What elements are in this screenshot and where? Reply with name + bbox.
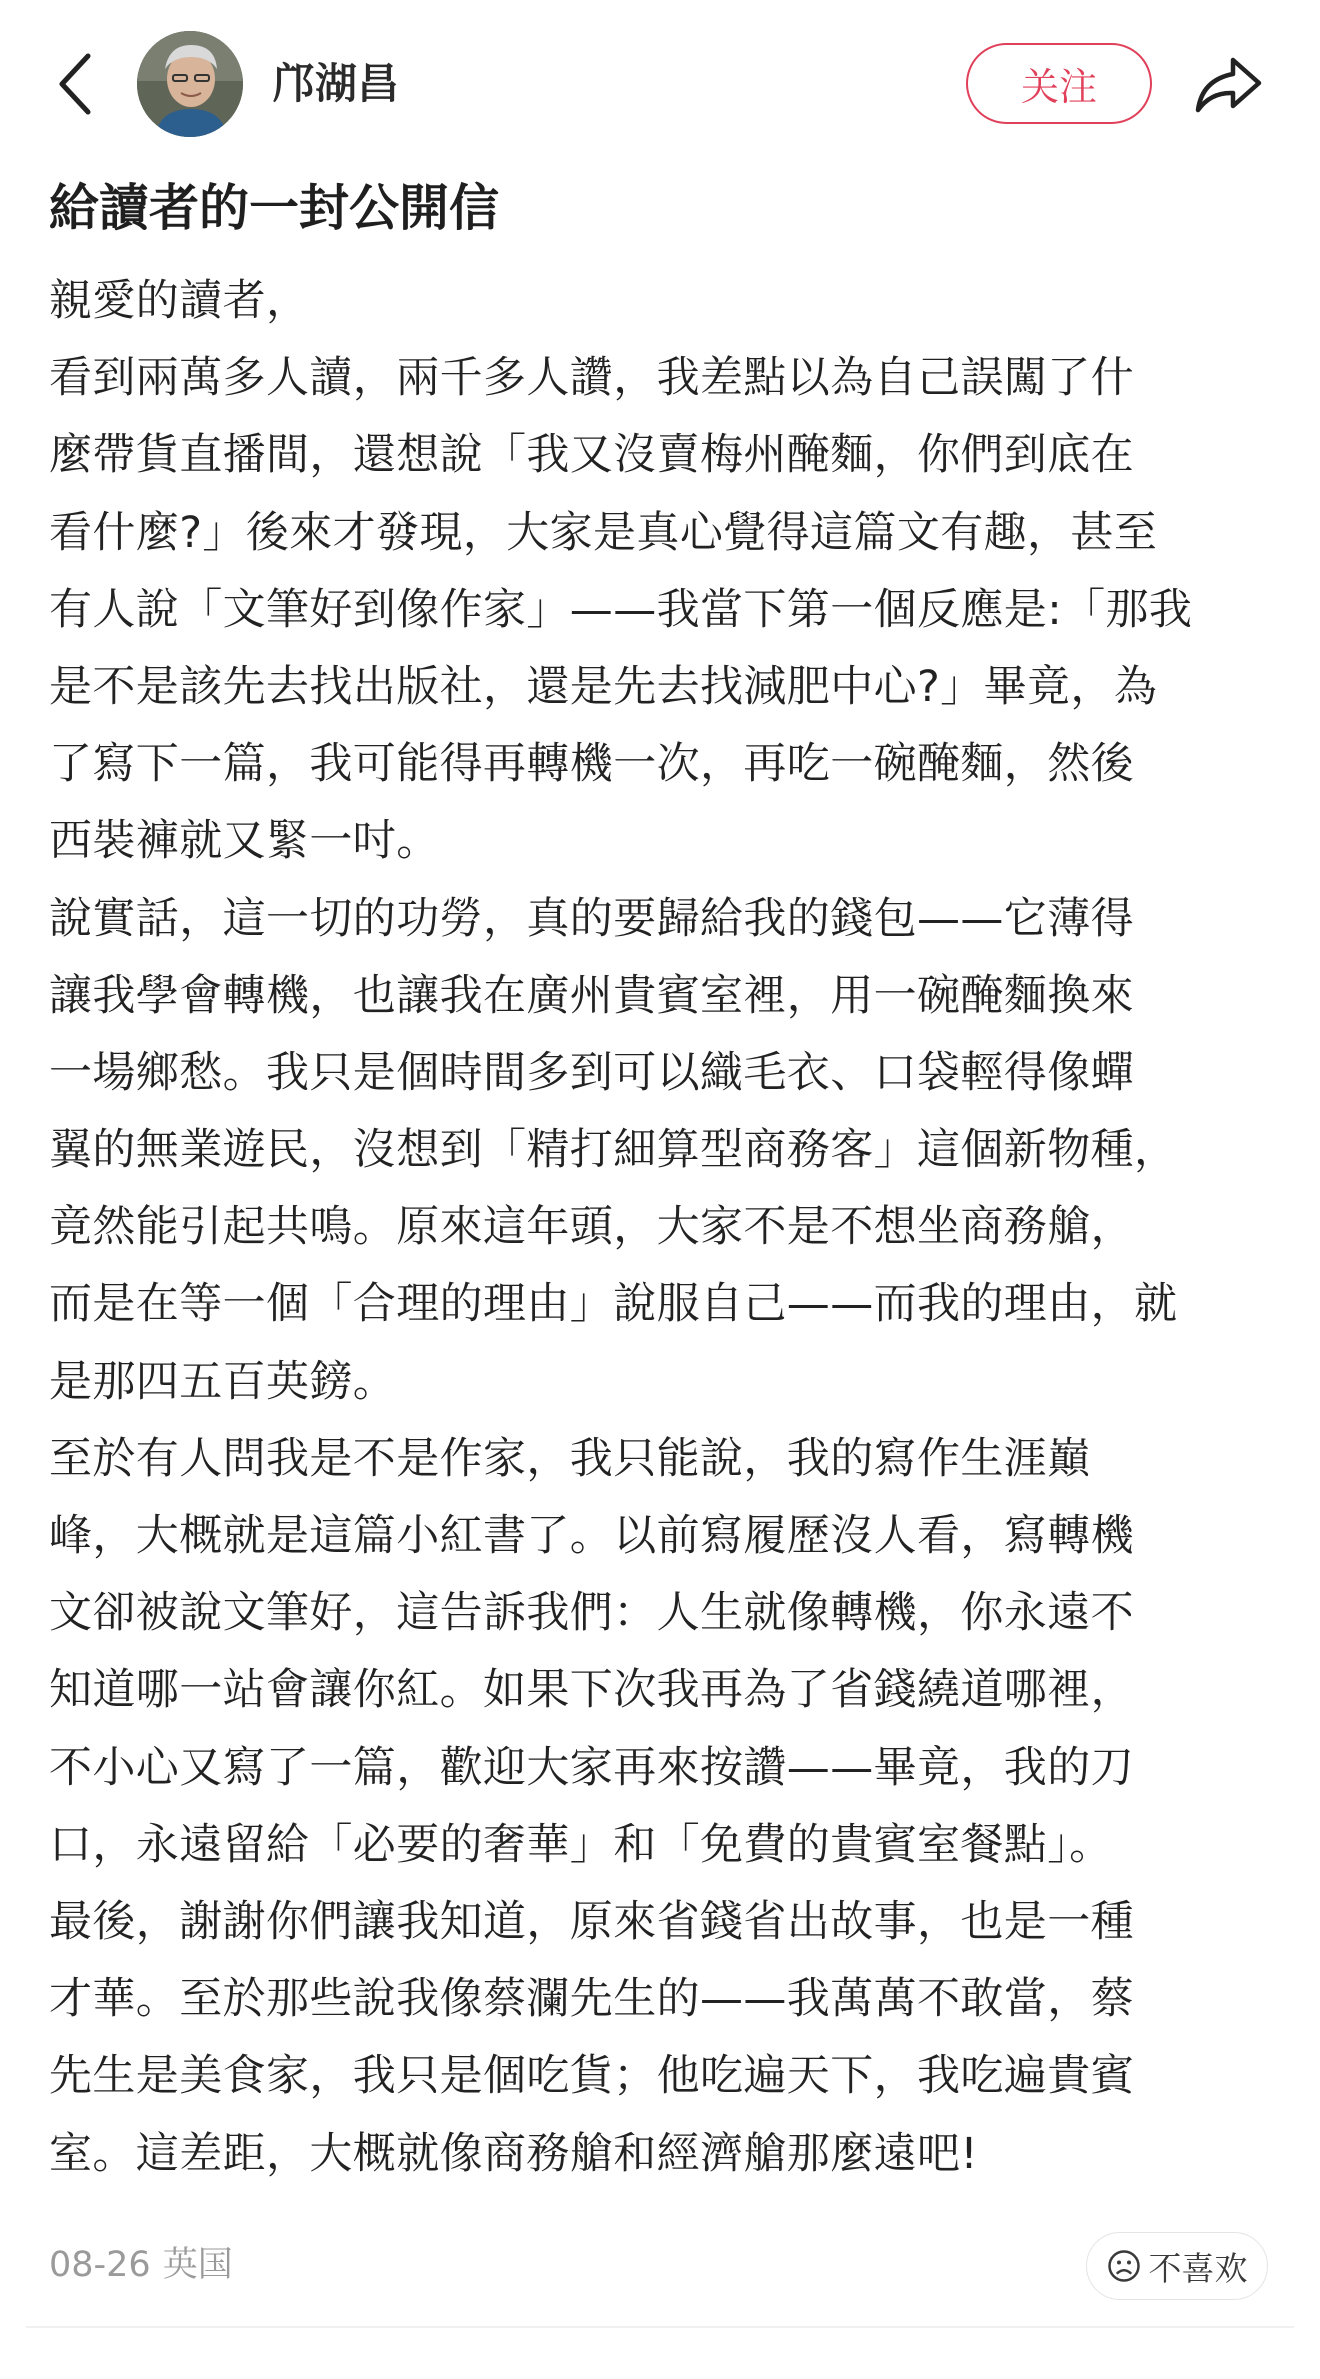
body-line: 一場鄉愁。我只是個時間多到可以織毛衣、口袋輕得像蟬	[49, 1047, 1134, 1098]
body-line: 翼的無業遊民，沒想到「精打細算型商務客」這個新物種，	[49, 1125, 1178, 1176]
back-button[interactable]	[48, 44, 104, 124]
body-line: 說實話，這一切的功勞，真的要歸給我的錢包——它薄得	[49, 893, 1134, 944]
avatar[interactable]	[137, 31, 243, 137]
body-line: 峰，大概就是這篇小紅書了。以前寫履歷沒人看，寫轉機	[49, 1511, 1134, 1561]
body-line: 是不是該先去找出版社，還是先去找減肥中心?」畢竟，為	[49, 661, 1158, 712]
body-line: 至於有人問我是不是作家，我只能說，我的寫作生涯巔	[49, 1433, 1091, 1484]
body-line: 知道哪一站會讓你紅。如果下次我再為了省錢繞道哪裡，	[49, 1665, 1134, 1716]
body-line: 室。這差距，大概就像商務艙和經濟艙那麼遠吧!	[49, 2128, 979, 2179]
frown-face-icon	[1107, 2249, 1141, 2283]
dislike-button[interactable]	[1086, 2232, 1268, 2300]
share-button[interactable]	[1188, 45, 1268, 125]
share-arrow-icon	[1193, 54, 1263, 116]
body-line: 口，永遠留給「必要的奢華」和「免費的貴賓室餐點」。	[49, 1819, 1113, 1870]
body-line: 看到兩萬多人讀，兩千多人讚，我差點以為自己誤闖了什	[49, 353, 1134, 404]
divider	[26, 2326, 1294, 2328]
body-line: 有人說「文筆好到像作家」——我當下第一個反應是:「那我	[49, 584, 1193, 635]
post-date: 08-26	[49, 2245, 151, 2285]
author-name[interactable]: 邝湖昌	[273, 59, 400, 108]
body-line: 是那四五百英鎊。	[49, 1356, 397, 1407]
body-line: 才華。至於那些說我像蔡瀾先生的——我萬萬不敢當，蔡	[49, 1974, 1134, 2025]
top-bar	[0, 0, 1320, 165]
body-line: 看什麼?」後來才發現，大家是真心覺得這篇文有趣，甚至	[49, 507, 1158, 558]
body-line: 而是在等一個「合理的理由」說服自己——而我的理由，就	[49, 1279, 1178, 1330]
post-body	[49, 263, 1279, 2193]
body-line: 了寫下一篇，我可能得再轉機一次，再吃一碗醃麵，然後	[49, 739, 1134, 790]
post-meta	[49, 2240, 233, 2290]
body-line: 竟然能引起共鳴。原來這年頭，大家不是不想坐商務艙，	[49, 1202, 1134, 1253]
post-location: 英国	[162, 2245, 233, 2285]
body-line: 先生是美食家，我只是個吃貨；他吃遍天下，我吃遍貴賓	[49, 2051, 1134, 2102]
chevron-left-icon	[56, 52, 96, 116]
body-line: 讓我學會轉機，也讓我在廣州貴賓室裡，用一碗醃麵換來	[49, 970, 1134, 1021]
body-line: 親愛的讀者，	[49, 276, 310, 326]
body-line: 最後，謝謝你們讓我知道，原來省錢省出故事，也是一種	[49, 1896, 1134, 1947]
body-line: 西裝褲就又緊一吋。	[49, 816, 440, 867]
body-line: 不小心又寫了一篇，歡迎大家再來按讚——畢竟，我的刀	[49, 1742, 1134, 1793]
post-title: 給讀者的一封公開信	[49, 179, 499, 237]
follow-button[interactable]: 关注	[966, 43, 1152, 124]
dislike-label: 不喜欢	[1148, 2248, 1248, 2288]
body-line: 文卻被說文筆好，這告訴我們：人生就像轉機，你永遠不	[49, 1588, 1134, 1639]
body-line: 麼帶貨直播間，還想說「我又沒賣梅州醃麵，你們到底在	[49, 430, 1134, 481]
